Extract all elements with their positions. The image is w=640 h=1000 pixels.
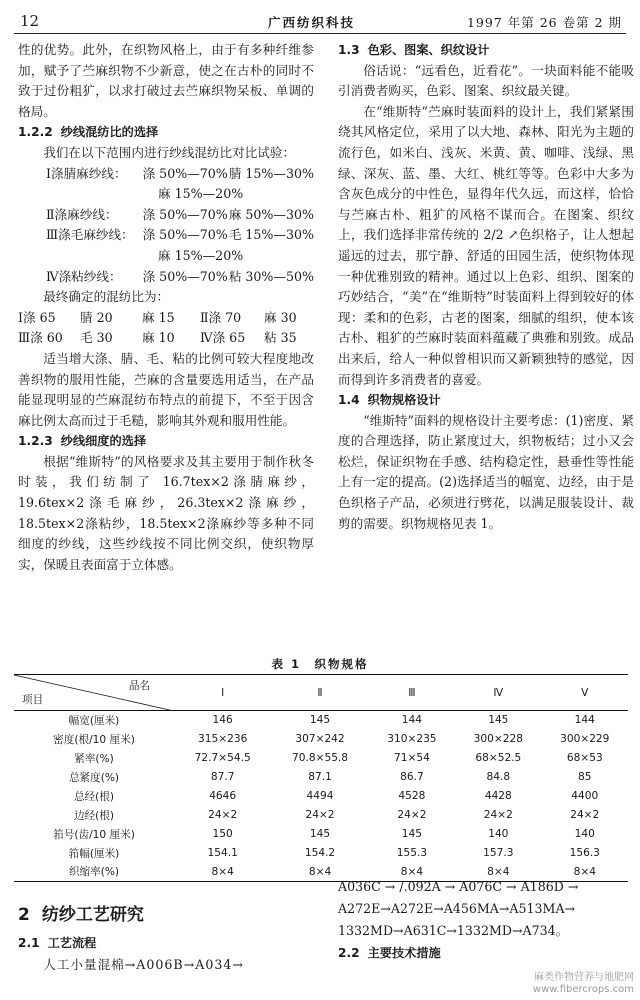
watermark: 麻类作物营养与地肥网 www.fibercrops.com — [532, 972, 634, 995]
journal-title: 广西纺织科技 — [268, 15, 356, 30]
column-header: Ⅰ — [174, 675, 271, 711]
blend-row-cont: 麻 15%—20% — [158, 247, 244, 263]
table-row — [14, 787, 628, 806]
process-flow-line: A272E→A272E→A456MA→A513MA→ — [338, 901, 576, 916]
table-cell: 140 — [574, 828, 595, 840]
table-caption: 表 1 织物规格 — [271, 657, 369, 671]
row-label: 筘号(齿/10 厘米) — [53, 828, 135, 841]
section-heading-1-4: 1.4 织物规格设计 — [338, 393, 441, 408]
corner-bottom-label: 项目 — [22, 694, 44, 706]
running-header — [14, 10, 626, 34]
table-row — [14, 730, 628, 749]
table-cell: 87.1 — [308, 771, 332, 783]
table-cell: 150 — [212, 828, 233, 840]
table-row — [14, 768, 628, 787]
row-label: 紧率(%) — [74, 752, 114, 765]
section-heading-1-2-2: 1.2.2 纱线混纺比的选择 — [18, 125, 159, 140]
final-ratio-row: Ⅰ涤 65 腈 20 麻 15 Ⅱ涤 70 麻 30 — [18, 309, 297, 325]
column-header: Ⅱ — [271, 675, 368, 711]
section-heading-2-1: 2.1 工艺流程 — [18, 936, 97, 950]
blend-row: Ⅲ涤毛麻纱线： 涤 50%—70% 毛 15%—30% — [46, 227, 314, 243]
bottom-right-column — [338, 876, 634, 964]
table-cell: 300×228 — [473, 733, 523, 745]
table-cell: 144 — [574, 714, 595, 727]
paragraph: 在“维斯特”苎麻时装面料的设计上，我们紧紧围绕其风格定位，采用了以大地、森林、阳光为主题的流行色，如米白、浅灰、米黄、黄、咖啡、浅绿、黑绿、深灰、蓝、墨、大红、桃红等等。色彩中大多为含灰色成分的中性色，显得年代久远，而这样，恰恰与苎麻古朴、粗犷的风格不谋而合。在图案、织纹上，我们选择非常传统的 2/2 ↗色织格子，让人想起遥远的过去，那宁静、舒适的田园生活，使织物体现一种优雅别致的精神。通过以上色彩、组织、图案的巧妙结合，“美”在“维斯特”时装面料上得到较好的体现：柔和的色彩，古老的图案，细腻的组织，使本该古朴、粗犷的苎麻时装面料蕴藏了典雅和别致。成品出来后，给人一种似曾相识而又新颖独特的感觉，因而得到许多消费者的喜爱。 — [338, 103, 634, 387]
row-label: 密度(根/10 厘米) — [53, 733, 135, 746]
table-cell: 4646 — [209, 790, 237, 802]
paragraph: “维斯特”面料的规格设计主要考虑：(1)密度、紧度的合理选择，防止紧度过大，织物板结；过小又会松烂，保证织物在手感、结构稳定性，悬垂性等性能上有一定的提高。(2)选择适当的幅宽、边经，由于是色织格子产品，必须进行劈花，以满足服装设计、裁剪的需要。织物规格见表 1。 — [338, 412, 634, 531]
blend-row-cont: 麻 15%—20% — [158, 186, 244, 202]
paragraph: 俗话说：“远看色，近看花”。一块面料能不能吸引消费者购买，色彩、图案、织纹最关键。 — [338, 62, 634, 99]
table-cell: 154.1 — [207, 847, 238, 859]
table-row — [14, 844, 628, 863]
section-heading-2-2: 2.2 主要技术措施 — [338, 946, 441, 960]
table-cell: 155.3 — [396, 847, 428, 859]
table-row — [14, 806, 628, 825]
table-cell: 310×235 — [387, 733, 437, 745]
blend-row: Ⅰ涤腈麻纱线： 涤 50%—70% 腈 15%—30% — [46, 165, 314, 181]
table-cell: 154.2 — [304, 847, 336, 859]
final-ratio-row: Ⅲ涤 60 毛 30 麻 10 Ⅳ涤 65 粘 35 — [18, 330, 297, 346]
paragraph: 最终确定的混纺比为： — [43, 289, 170, 305]
column-header: Ⅲ — [369, 675, 455, 711]
paragraph: 适当增大涤、腈、毛、粘的比例可较大程度地改善织物的服用性能，苎麻的含量要选用适当，在产品能显现明显的苎麻混纺布特点的前提下，不至于因含麻比例太高而过于毛糙，影响其外观和服用性能。 — [18, 350, 314, 428]
table-cell: 4428 — [484, 790, 512, 802]
paragraph: 我们在以下范围内进行纱线混纺比对比试验： — [43, 144, 296, 160]
table-cell: 24×2 — [305, 809, 335, 821]
blend-row: Ⅱ涤麻纱线： 涤 50%—70% 麻 50%—30% — [46, 206, 314, 222]
row-label: 总紧度(%) — [68, 771, 120, 784]
table-cell: 8×4 — [174, 863, 271, 882]
table-row — [14, 825, 628, 844]
corner-top-label: 品名 — [128, 680, 150, 692]
process-flow-line: 1332MD→A631C→1332MD→A734。 — [338, 923, 569, 938]
issue-info: 1997 年第 26 卷第 2 期 — [466, 15, 622, 30]
section-heading-1-2-3: 1.2.3 纱线细度的选择 — [18, 434, 147, 449]
section-heading-2: 2 纺纱工艺研究 — [18, 905, 144, 925]
table-cell: 145 — [401, 828, 423, 840]
table-cell: 68×52.5 — [475, 752, 522, 764]
page-number: 12 — [20, 12, 40, 30]
table-cell: 145 — [309, 714, 331, 727]
table-cell: 4400 — [571, 790, 599, 802]
column-header: Ⅳ — [455, 675, 541, 711]
paragraph: 根据“维斯特”的风格要求及其主要用于制作秋冬时装，我们纺制了 16.7tex×2涤腈麻纱，19.6tex×2涤毛麻纱，26.3tex×2涤麻纱，18.5tex×2涤粘纱，18.5tex×2涤麻纱等多种不同细度的纱线，这些纱线按不同比例交织，使织物厚实，保暖且表面富于立体感。 — [18, 453, 314, 572]
column-header: Ⅴ — [542, 675, 628, 711]
table-cell: 4494 — [306, 790, 334, 802]
table-cell: 145 — [488, 714, 509, 727]
table-cell: 86.7 — [400, 771, 424, 783]
table-row — [14, 711, 628, 730]
table-cell: 84.8 — [486, 771, 511, 783]
table-cell: 146 — [212, 714, 233, 727]
section-heading-1-3: 1.3 色彩、图案、织纹设计 — [338, 43, 490, 57]
blend-row: Ⅳ涤粘纱线： 涤 50%—70% 粘 30%—50% — [46, 268, 314, 284]
table-cell: 85 — [578, 771, 592, 783]
table-cell: 300×229 — [560, 733, 610, 745]
table-cell: 144 — [401, 714, 423, 727]
table-cell: 87.7 — [210, 771, 235, 783]
table-cell: 24×2 — [397, 809, 427, 821]
table-header-row — [14, 675, 628, 711]
bottom-left-column — [18, 876, 314, 976]
table-cell: 24×2 — [570, 809, 600, 821]
row-label: 总经(根) — [73, 790, 115, 803]
table-cell: 24×2 — [483, 809, 513, 821]
table-cell: 8×4 — [369, 863, 455, 882]
paragraph: 性的优势。此外，在织物风格上，由于有多种纤维参加，赋予了苎麻织物不少新意，使之在古朴的同时不致于过份粗犷，以求打破过去苎麻织物呆板、单调的格局。 — [18, 42, 314, 119]
row-label: 织缩率(%) — [14, 863, 174, 882]
table-cell: 8×4 — [455, 863, 541, 882]
table-cell: 4528 — [398, 790, 426, 802]
table-cell: 8×4 — [271, 863, 368, 882]
right-column — [338, 40, 634, 534]
fabric-spec-table — [14, 674, 628, 882]
row-label: 幅宽(厘米) — [68, 714, 120, 727]
table-cell: 145 — [309, 828, 331, 840]
row-label: 边经(根) — [73, 809, 115, 822]
table-row — [14, 749, 628, 768]
table-cell: 8×4 — [542, 863, 628, 882]
table-cell: 157.3 — [483, 847, 514, 859]
table-cell: 315×236 — [198, 733, 248, 745]
table-cell: 307×242 — [295, 733, 345, 745]
table-corner-cell — [14, 675, 174, 711]
table-cell: 70.8×55.8 — [291, 752, 349, 764]
table-cell: 72.7×54.5 — [194, 752, 251, 764]
table-cell: 24×2 — [208, 809, 238, 821]
table-cell: 71×54 — [393, 752, 430, 764]
row-label: 筘幅(厘米) — [68, 847, 120, 860]
table-cell: 140 — [488, 828, 509, 840]
table-cell: 156.3 — [569, 847, 600, 859]
process-flow-start: 人工小量混棉→A006B→A034→ — [43, 957, 244, 972]
process-flow-line: A036C → /.092A → A076C → A186D → — [338, 879, 579, 894]
table-cell: 68×53 — [566, 752, 603, 764]
left-column — [18, 40, 314, 575]
